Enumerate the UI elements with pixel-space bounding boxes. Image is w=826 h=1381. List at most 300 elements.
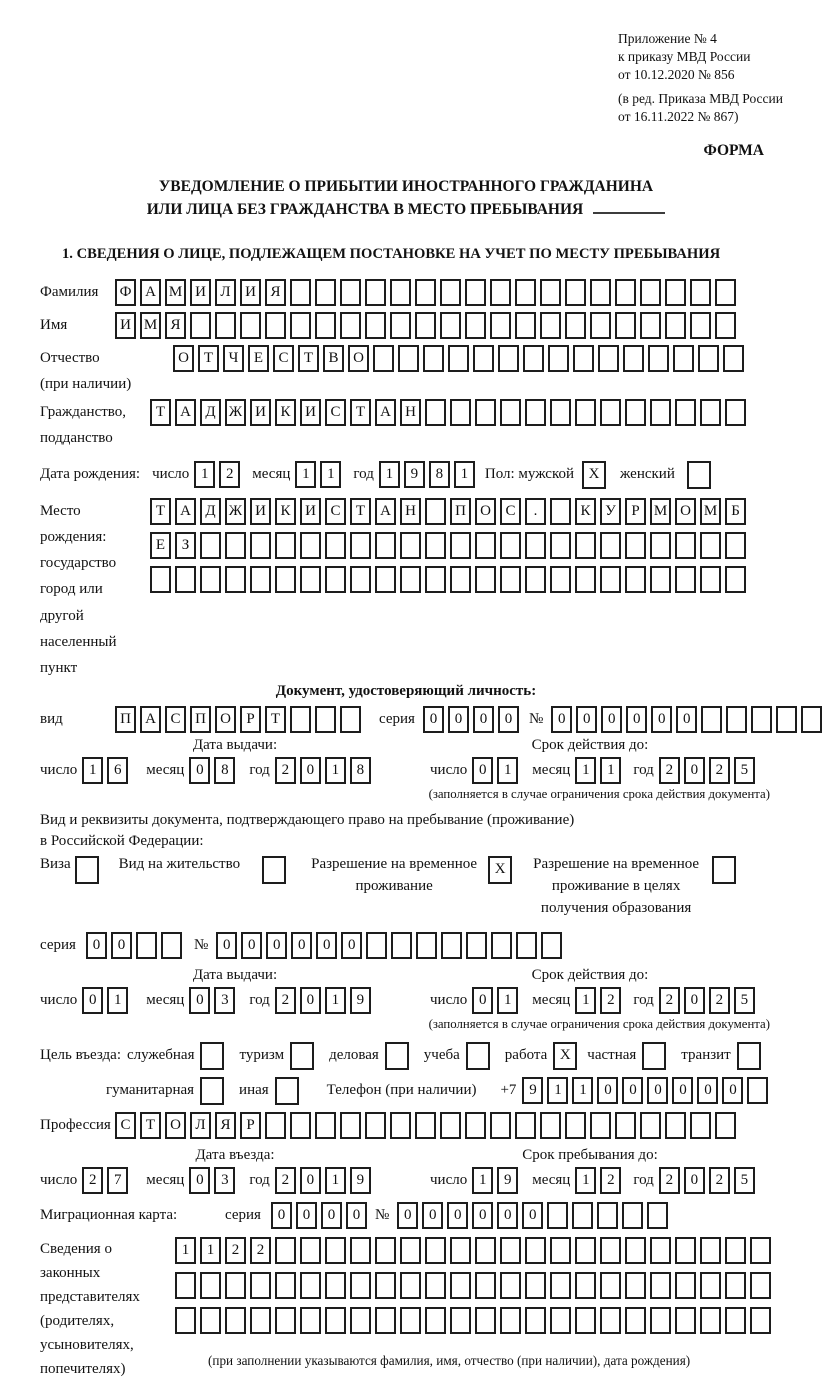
char-box[interactable]: О bbox=[675, 498, 696, 525]
char-box[interactable]: 1 bbox=[82, 757, 103, 784]
char-box[interactable] bbox=[675, 1237, 696, 1264]
char-box[interactable] bbox=[550, 566, 571, 593]
char-box[interactable] bbox=[725, 399, 746, 426]
char-box[interactable]: X bbox=[488, 856, 512, 884]
char-box[interactable]: 1 bbox=[575, 987, 596, 1014]
char-box[interactable]: 1 bbox=[295, 461, 316, 488]
char-box[interactable] bbox=[700, 399, 721, 426]
char-box[interactable]: 8 bbox=[350, 757, 371, 784]
char-box[interactable] bbox=[340, 706, 361, 733]
char-box[interactable] bbox=[275, 566, 296, 593]
char-box[interactable] bbox=[675, 532, 696, 559]
purpose-transit-checkbox[interactable] bbox=[737, 1042, 765, 1070]
char-box[interactable] bbox=[450, 1272, 471, 1299]
char-box[interactable]: 0 bbox=[522, 1202, 543, 1229]
char-box[interactable] bbox=[450, 532, 471, 559]
char-box[interactable]: 1 bbox=[325, 1167, 346, 1194]
residence-valid-year-boxes[interactable] bbox=[659, 987, 759, 1014]
entry-month-boxes[interactable] bbox=[189, 1167, 239, 1194]
char-box[interactable]: 2 bbox=[275, 987, 296, 1014]
char-box[interactable] bbox=[750, 1237, 771, 1264]
char-box[interactable]: 2 bbox=[600, 987, 621, 1014]
char-box[interactable]: 0 bbox=[423, 706, 444, 733]
char-box[interactable]: 1 bbox=[194, 461, 215, 488]
char-box[interactable] bbox=[600, 399, 621, 426]
char-box[interactable] bbox=[375, 1307, 396, 1334]
char-box[interactable]: 0 bbox=[672, 1077, 693, 1104]
char-box[interactable] bbox=[490, 1112, 511, 1139]
char-box[interactable] bbox=[715, 312, 736, 339]
char-box[interactable]: 2 bbox=[659, 757, 680, 784]
purpose-humanitarian-checkbox[interactable] bbox=[200, 1077, 228, 1105]
char-box[interactable]: 0 bbox=[626, 706, 647, 733]
char-box[interactable] bbox=[425, 566, 446, 593]
char-box[interactable] bbox=[425, 532, 446, 559]
char-box[interactable]: С bbox=[325, 498, 346, 525]
char-box[interactable]: . bbox=[525, 498, 546, 525]
char-box[interactable] bbox=[650, 532, 671, 559]
surname-boxes[interactable] bbox=[115, 279, 740, 306]
char-box[interactable] bbox=[340, 279, 361, 306]
char-box[interactable]: 0 bbox=[271, 1202, 292, 1229]
char-box[interactable] bbox=[465, 1112, 486, 1139]
representatives-row-2[interactable] bbox=[175, 1272, 775, 1299]
char-box[interactable]: А bbox=[175, 399, 196, 426]
char-box[interactable]: С bbox=[165, 706, 186, 733]
char-box[interactable]: 1 bbox=[200, 1237, 221, 1264]
char-box[interactable] bbox=[515, 312, 536, 339]
purpose-business-checkbox[interactable] bbox=[385, 1042, 413, 1070]
char-box[interactable] bbox=[648, 345, 669, 372]
char-box[interactable] bbox=[250, 1307, 271, 1334]
char-box[interactable] bbox=[475, 1307, 496, 1334]
char-box[interactable] bbox=[700, 1307, 721, 1334]
char-box[interactable] bbox=[150, 566, 171, 593]
char-box[interactable] bbox=[465, 279, 486, 306]
char-box[interactable] bbox=[801, 706, 822, 733]
char-box[interactable] bbox=[425, 1272, 446, 1299]
char-box[interactable] bbox=[500, 566, 521, 593]
char-box[interactable]: И bbox=[300, 399, 321, 426]
char-box[interactable] bbox=[200, 1042, 224, 1070]
char-box[interactable] bbox=[726, 706, 747, 733]
char-box[interactable]: 7 bbox=[107, 1167, 128, 1194]
char-box[interactable] bbox=[650, 1237, 671, 1264]
representatives-row-1[interactable] bbox=[175, 1237, 775, 1264]
char-box[interactable] bbox=[598, 345, 619, 372]
char-box[interactable]: 2 bbox=[250, 1237, 271, 1264]
char-box[interactable] bbox=[647, 1202, 668, 1229]
residence-valid-month-boxes[interactable] bbox=[575, 987, 625, 1014]
char-box[interactable] bbox=[225, 1272, 246, 1299]
char-box[interactable]: 0 bbox=[651, 706, 672, 733]
char-box[interactable]: Ж bbox=[225, 399, 246, 426]
char-box[interactable]: 3 bbox=[214, 1167, 235, 1194]
char-box[interactable]: О bbox=[475, 498, 496, 525]
gender-male-checkbox[interactable] bbox=[582, 461, 610, 489]
char-box[interactable]: 0 bbox=[296, 1202, 317, 1229]
char-box[interactable] bbox=[175, 1272, 196, 1299]
char-box[interactable]: 0 bbox=[498, 706, 519, 733]
char-box[interactable]: С bbox=[325, 399, 346, 426]
char-box[interactable] bbox=[665, 279, 686, 306]
char-box[interactable] bbox=[500, 399, 521, 426]
char-box[interactable] bbox=[565, 279, 586, 306]
char-box[interactable]: Р bbox=[240, 1112, 261, 1139]
char-box[interactable]: 9 bbox=[404, 461, 425, 488]
char-box[interactable] bbox=[750, 1307, 771, 1334]
doc-series-boxes[interactable] bbox=[423, 706, 523, 733]
char-box[interactable] bbox=[325, 532, 346, 559]
char-box[interactable]: 0 bbox=[341, 932, 362, 959]
residence-issue-year-boxes[interactable] bbox=[275, 987, 375, 1014]
char-box[interactable] bbox=[500, 1237, 521, 1264]
char-box[interactable] bbox=[290, 279, 311, 306]
char-box[interactable] bbox=[590, 312, 611, 339]
char-box[interactable] bbox=[415, 1112, 436, 1139]
char-box[interactable]: Б bbox=[725, 498, 746, 525]
char-box[interactable] bbox=[575, 399, 596, 426]
given-name-boxes[interactable] bbox=[115, 312, 740, 339]
char-box[interactable] bbox=[262, 856, 286, 884]
char-box[interactable]: Е bbox=[248, 345, 269, 372]
char-box[interactable]: 0 bbox=[722, 1077, 743, 1104]
char-box[interactable]: X bbox=[553, 1042, 577, 1070]
char-box[interactable]: Л bbox=[215, 279, 236, 306]
entry-year-boxes[interactable] bbox=[275, 1167, 375, 1194]
char-box[interactable] bbox=[200, 532, 221, 559]
char-box[interactable]: Н bbox=[400, 498, 421, 525]
char-box[interactable] bbox=[640, 312, 661, 339]
identity-issue-day-boxes[interactable] bbox=[82, 757, 132, 784]
char-box[interactable]: 0 bbox=[291, 932, 312, 959]
char-box[interactable] bbox=[623, 345, 644, 372]
char-box[interactable]: 9 bbox=[522, 1077, 543, 1104]
char-box[interactable]: 0 bbox=[473, 706, 494, 733]
char-box[interactable]: 0 bbox=[551, 706, 572, 733]
char-box[interactable]: 0 bbox=[601, 706, 622, 733]
char-box[interactable]: 0 bbox=[697, 1077, 718, 1104]
char-box[interactable] bbox=[440, 279, 461, 306]
char-box[interactable]: 1 bbox=[497, 987, 518, 1014]
char-box[interactable]: 0 bbox=[82, 987, 103, 1014]
identity-valid-month-boxes[interactable] bbox=[575, 757, 625, 784]
char-box[interactable] bbox=[498, 345, 519, 372]
char-box[interactable] bbox=[200, 1077, 224, 1105]
char-box[interactable]: 8 bbox=[214, 757, 235, 784]
residence-issue-month-boxes[interactable] bbox=[189, 987, 239, 1014]
char-box[interactable] bbox=[490, 279, 511, 306]
char-box[interactable]: К bbox=[275, 399, 296, 426]
char-box[interactable]: Я bbox=[215, 1112, 236, 1139]
char-box[interactable]: Я bbox=[165, 312, 186, 339]
residence-permit-checkbox[interactable] bbox=[262, 856, 290, 884]
char-box[interactable]: Т bbox=[298, 345, 319, 372]
char-box[interactable] bbox=[315, 279, 336, 306]
char-box[interactable]: 2 bbox=[275, 757, 296, 784]
char-box[interactable] bbox=[75, 856, 99, 884]
char-box[interactable] bbox=[675, 1307, 696, 1334]
char-box[interactable] bbox=[275, 1077, 299, 1105]
char-box[interactable]: 0 bbox=[676, 706, 697, 733]
stay-year-boxes[interactable] bbox=[659, 1167, 759, 1194]
migration-series-boxes[interactable] bbox=[271, 1202, 371, 1229]
char-box[interactable] bbox=[625, 1307, 646, 1334]
char-box[interactable] bbox=[590, 279, 611, 306]
char-box[interactable] bbox=[622, 1202, 643, 1229]
char-box[interactable] bbox=[265, 1112, 286, 1139]
char-box[interactable] bbox=[675, 1272, 696, 1299]
char-box[interactable]: 1 bbox=[575, 1167, 596, 1194]
char-box[interactable] bbox=[365, 1112, 386, 1139]
char-box[interactable]: 0 bbox=[422, 1202, 443, 1229]
char-box[interactable] bbox=[625, 566, 646, 593]
char-box[interactable] bbox=[175, 1307, 196, 1334]
char-box[interactable] bbox=[350, 532, 371, 559]
char-box[interactable] bbox=[325, 1307, 346, 1334]
char-box[interactable] bbox=[523, 345, 544, 372]
char-box[interactable]: О bbox=[215, 706, 236, 733]
char-box[interactable]: 1 bbox=[572, 1077, 593, 1104]
stay-day-boxes[interactable] bbox=[472, 1167, 522, 1194]
char-box[interactable]: Н bbox=[400, 399, 421, 426]
char-box[interactable] bbox=[615, 279, 636, 306]
char-box[interactable] bbox=[325, 1272, 346, 1299]
char-box[interactable] bbox=[450, 399, 471, 426]
char-box[interactable] bbox=[650, 566, 671, 593]
char-box[interactable]: 0 bbox=[397, 1202, 418, 1229]
stay-month-boxes[interactable] bbox=[575, 1167, 625, 1194]
char-box[interactable]: К bbox=[575, 498, 596, 525]
char-box[interactable]: Ф bbox=[115, 279, 136, 306]
char-box[interactable] bbox=[500, 1272, 521, 1299]
char-box[interactable]: 0 bbox=[86, 932, 107, 959]
char-box[interactable] bbox=[400, 1237, 421, 1264]
char-box[interactable] bbox=[600, 1272, 621, 1299]
char-box[interactable]: З bbox=[175, 532, 196, 559]
char-box[interactable]: 1 bbox=[107, 987, 128, 1014]
char-box[interactable] bbox=[600, 566, 621, 593]
char-box[interactable] bbox=[190, 312, 211, 339]
gender-female-checkbox[interactable] bbox=[687, 461, 715, 489]
char-box[interactable] bbox=[265, 312, 286, 339]
char-box[interactable] bbox=[525, 399, 546, 426]
char-box[interactable]: 5 bbox=[734, 757, 755, 784]
char-box[interactable] bbox=[751, 706, 772, 733]
char-box[interactable] bbox=[448, 345, 469, 372]
purpose-official-checkbox[interactable] bbox=[200, 1042, 228, 1070]
char-box[interactable] bbox=[700, 566, 721, 593]
char-box[interactable]: 0 bbox=[472, 757, 493, 784]
char-box[interactable] bbox=[475, 1272, 496, 1299]
char-box[interactable] bbox=[650, 399, 671, 426]
char-box[interactable]: 1 bbox=[472, 1167, 493, 1194]
profession-boxes[interactable] bbox=[115, 1112, 740, 1139]
char-box[interactable]: 9 bbox=[497, 1167, 518, 1194]
char-box[interactable] bbox=[290, 312, 311, 339]
char-box[interactable]: 9 bbox=[350, 1167, 371, 1194]
char-box[interactable] bbox=[575, 1237, 596, 1264]
birth-month-boxes[interactable] bbox=[295, 461, 345, 488]
char-box[interactable] bbox=[665, 312, 686, 339]
char-box[interactable]: Т bbox=[140, 1112, 161, 1139]
char-box[interactable] bbox=[350, 566, 371, 593]
char-box[interactable] bbox=[700, 1237, 721, 1264]
char-box[interactable]: М bbox=[650, 498, 671, 525]
char-box[interactable]: 2 bbox=[225, 1237, 246, 1264]
identity-issue-month-boxes[interactable] bbox=[189, 757, 239, 784]
char-box[interactable] bbox=[290, 1042, 314, 1070]
char-box[interactable]: Р bbox=[625, 498, 646, 525]
char-box[interactable] bbox=[200, 1272, 221, 1299]
char-box[interactable] bbox=[723, 345, 744, 372]
char-box[interactable] bbox=[423, 345, 444, 372]
identity-valid-year-boxes[interactable] bbox=[659, 757, 759, 784]
char-box[interactable] bbox=[300, 532, 321, 559]
char-box[interactable] bbox=[747, 1077, 768, 1104]
char-box[interactable]: Ж bbox=[225, 498, 246, 525]
char-box[interactable]: Т bbox=[150, 399, 171, 426]
char-box[interactable] bbox=[350, 1237, 371, 1264]
char-box[interactable]: 0 bbox=[189, 1167, 210, 1194]
char-box[interactable] bbox=[290, 1112, 311, 1139]
char-box[interactable] bbox=[640, 279, 661, 306]
char-box[interactable]: Т bbox=[350, 498, 371, 525]
entry-day-boxes[interactable] bbox=[82, 1167, 132, 1194]
char-box[interactable] bbox=[625, 532, 646, 559]
char-box[interactable]: И bbox=[115, 312, 136, 339]
char-box[interactable]: И bbox=[250, 498, 271, 525]
char-box[interactable]: 0 bbox=[472, 987, 493, 1014]
char-box[interactable] bbox=[391, 932, 412, 959]
purpose-private-checkbox[interactable] bbox=[642, 1042, 670, 1070]
char-box[interactable] bbox=[240, 312, 261, 339]
char-box[interactable]: 9 bbox=[350, 987, 371, 1014]
char-box[interactable] bbox=[516, 932, 537, 959]
char-box[interactable] bbox=[650, 1272, 671, 1299]
char-box[interactable]: 2 bbox=[709, 757, 730, 784]
char-box[interactable] bbox=[300, 566, 321, 593]
residence-issue-day-boxes[interactable] bbox=[82, 987, 132, 1014]
char-box[interactable] bbox=[690, 312, 711, 339]
char-box[interactable] bbox=[415, 312, 436, 339]
char-box[interactable]: 0 bbox=[111, 932, 132, 959]
char-box[interactable] bbox=[390, 1112, 411, 1139]
char-box[interactable]: 1 bbox=[325, 757, 346, 784]
char-box[interactable]: О bbox=[173, 345, 194, 372]
char-box[interactable] bbox=[625, 399, 646, 426]
patronymic-boxes[interactable] bbox=[173, 345, 748, 372]
birth-place-row-3[interactable] bbox=[150, 566, 750, 593]
char-box[interactable]: М bbox=[165, 279, 186, 306]
char-box[interactable] bbox=[600, 1307, 621, 1334]
char-box[interactable] bbox=[325, 566, 346, 593]
char-box[interactable]: С bbox=[500, 498, 521, 525]
char-box[interactable]: И bbox=[250, 399, 271, 426]
char-box[interactable]: 0 bbox=[321, 1202, 342, 1229]
char-box[interactable] bbox=[675, 566, 696, 593]
char-box[interactable]: 0 bbox=[189, 987, 210, 1014]
char-box[interactable] bbox=[673, 345, 694, 372]
char-box[interactable]: 6 bbox=[107, 757, 128, 784]
char-box[interactable] bbox=[473, 345, 494, 372]
char-box[interactable] bbox=[340, 312, 361, 339]
char-box[interactable] bbox=[725, 1307, 746, 1334]
char-box[interactable]: 0 bbox=[316, 932, 337, 959]
char-box[interactable]: 0 bbox=[189, 757, 210, 784]
char-box[interactable] bbox=[525, 1237, 546, 1264]
residence-series-boxes[interactable] bbox=[86, 932, 186, 959]
char-box[interactable] bbox=[687, 461, 711, 489]
char-box[interactable]: П bbox=[115, 706, 136, 733]
char-box[interactable]: Т bbox=[198, 345, 219, 372]
char-box[interactable] bbox=[565, 312, 586, 339]
char-box[interactable] bbox=[737, 1042, 761, 1070]
char-box[interactable] bbox=[375, 532, 396, 559]
char-box[interactable] bbox=[400, 566, 421, 593]
char-box[interactable] bbox=[776, 706, 797, 733]
char-box[interactable] bbox=[466, 1042, 490, 1070]
char-box[interactable] bbox=[490, 312, 511, 339]
char-box[interactable] bbox=[625, 1272, 646, 1299]
char-box[interactable] bbox=[440, 1112, 461, 1139]
char-box[interactable] bbox=[525, 1272, 546, 1299]
char-box[interactable] bbox=[465, 312, 486, 339]
char-box[interactable] bbox=[675, 399, 696, 426]
char-box[interactable] bbox=[375, 1272, 396, 1299]
char-box[interactable] bbox=[573, 345, 594, 372]
char-box[interactable]: И bbox=[300, 498, 321, 525]
char-box[interactable] bbox=[440, 312, 461, 339]
char-box[interactable]: П bbox=[190, 706, 211, 733]
char-box[interactable] bbox=[525, 532, 546, 559]
char-box[interactable] bbox=[548, 345, 569, 372]
char-box[interactable] bbox=[701, 706, 722, 733]
char-box[interactable]: 0 bbox=[216, 932, 237, 959]
char-box[interactable] bbox=[365, 279, 386, 306]
char-box[interactable] bbox=[450, 566, 471, 593]
char-box[interactable]: 2 bbox=[275, 1167, 296, 1194]
char-box[interactable]: 2 bbox=[600, 1167, 621, 1194]
char-box[interactable]: А bbox=[175, 498, 196, 525]
identity-issue-year-boxes[interactable] bbox=[275, 757, 375, 784]
char-box[interactable] bbox=[575, 1272, 596, 1299]
char-box[interactable]: А bbox=[375, 498, 396, 525]
char-box[interactable]: И bbox=[190, 279, 211, 306]
char-box[interactable] bbox=[350, 1307, 371, 1334]
char-box[interactable]: Д bbox=[200, 399, 221, 426]
residence-valid-day-boxes[interactable] bbox=[472, 987, 522, 1014]
char-box[interactable] bbox=[275, 532, 296, 559]
char-box[interactable]: 5 bbox=[734, 987, 755, 1014]
visa-checkbox[interactable] bbox=[75, 856, 103, 884]
purpose-study-checkbox[interactable] bbox=[466, 1042, 494, 1070]
char-box[interactable] bbox=[500, 1307, 521, 1334]
char-box[interactable]: 0 bbox=[684, 757, 705, 784]
char-box[interactable] bbox=[715, 279, 736, 306]
char-box[interactable] bbox=[640, 1112, 661, 1139]
char-box[interactable]: Ч bbox=[223, 345, 244, 372]
birth-place-row-1[interactable] bbox=[150, 498, 750, 525]
birth-year-boxes[interactable] bbox=[379, 461, 479, 488]
char-box[interactable] bbox=[400, 532, 421, 559]
char-box[interactable] bbox=[315, 706, 336, 733]
char-box[interactable]: Т bbox=[350, 399, 371, 426]
char-box[interactable] bbox=[541, 932, 562, 959]
char-box[interactable] bbox=[366, 932, 387, 959]
char-box[interactable] bbox=[175, 566, 196, 593]
char-box[interactable] bbox=[225, 1307, 246, 1334]
